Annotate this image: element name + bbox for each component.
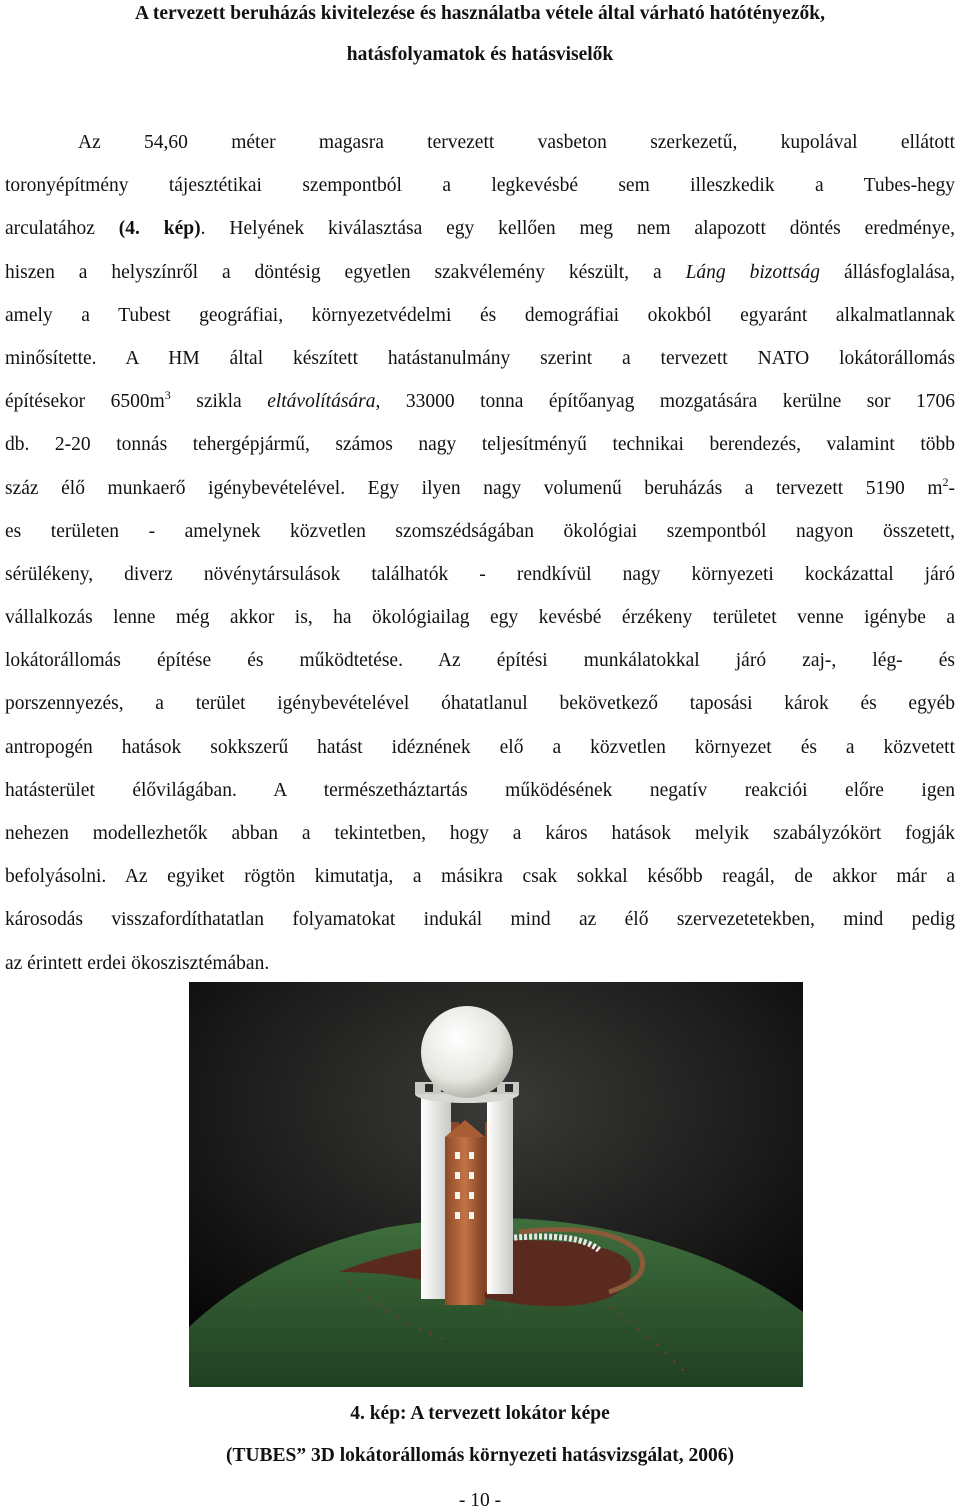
radome — [421, 1006, 513, 1098]
body-paragraph — [5, 121, 955, 985]
emphasis-eltavolitasara: eltávolítására — [267, 391, 376, 413]
paragraph-line: minősítette. A HM által készített hatástanulmány szerint a tervezett NATO lokátorállomás — [5, 347, 955, 369]
paragraph-line: nehezen modellezhetők abban a tekintetben, hogy a káros hatások melyik szabályzókört fogják — [5, 823, 955, 844]
paragraph-line: amely a Tubest geográfiai, környezetvédelmi és demográfiai okokból egyaránt alkalmatlannak — [5, 304, 955, 326]
paragraph-line: vállalkozás lenne még akkor is, ha ökológiailag egy kevésbé érzékeny területet venne igénybe a — [5, 607, 955, 629]
paragraph-line: építésekor $6500m^3$ szikla eltávolítására, 33000 tonna építőanyag mozgatására kerülne sor 1706 — [5, 388, 955, 413]
paragraph-line: sérülékeny, diverz növénytársulások találhatók - rendkívül nagy környezeti kockázattal járó — [5, 563, 955, 585]
paragraph-line: arculatához (4. kép). Helyének kiválasztása egy kellően meg nem alapozott döntés eredménye, — [5, 218, 955, 240]
stair-tower — [445, 1137, 485, 1305]
figure-caption-title: 4. kép: A tervezett lokátor képe — [350, 1403, 610, 1424]
paragraph-line: antropogén hatások sokkszerű hatást idéznének elő a közvetlen környezet és a közvetett — [5, 736, 955, 758]
paragraph-line: Az 54,60 méter magasra tervezett vasbeton szerkezetű, kupolával ellátott — [78, 132, 955, 153]
paragraph-line: porszennyezés, a terület igénybevételével óhatatlanul bekövetkező taposási károk és egyéb — [5, 693, 955, 715]
paragraph-line: hatásterület élővilágában. A természetháztartás működésének negatív reakciói előre igen — [5, 779, 955, 801]
paragraph-line: károsodás visszafordíthatatlan folyamatokat indukál mind az élő szervezetetekben, mind pedig — [5, 909, 955, 931]
paragraph-line: száz élő munkaerő igénybevételével. Egy ilyen nagy volumenű beruházás a tervezett 5190 $m^2-$ — [5, 474, 955, 499]
section-heading-line1: A tervezett beruházás kivitelezése és használatba vétele által várható hatótényezők, — [135, 3, 825, 24]
radar-tower-rendering — [189, 982, 803, 1387]
paragraph-line: db. 2-20 tonnás tehergépjármű, számos nagy teljesítményű technikai berendezés, valamint több — [5, 434, 955, 456]
figure-caption-source: (TUBES” 3D lokátorállomás környezeti hatásvizsgálat, 2006) — [225, 1445, 735, 1466]
page-number: - 10 - — [458, 1490, 502, 1511]
paragraph-line: befolyásolni. Az egyiket rögtön kimutatja, a másikra csak sokkal később reagál, de akkor már a — [5, 866, 955, 888]
paragraph-line: az érintett erdei ökoszisztémában. — [5, 952, 270, 974]
paragraph-line: es területen - amelynek közvetlen szomszédságában ökológiai szempontból nagyon összetett, — [5, 520, 955, 542]
white-shaft-right — [487, 1094, 513, 1294]
emphasis-lang-bizottsag: Láng bizottság — [685, 261, 821, 283]
paragraph-line: lokátorállomás építése és működtetése. Az építési munkálatokkal járó zaj-, lég- és — [5, 650, 955, 672]
paragraph-line: toronyépítmény tájesztétikai szempontból a legkevésbé sem illeszkedik a Tubes-hegy — [5, 175, 955, 197]
figure-reference: (4. kép) — [118, 218, 201, 240]
section-heading-line2: hatásfolyamatok és hatásviselők — [346, 44, 614, 65]
paragraph-line: hiszen a helyszínről a döntésig egyetlen szakvélemény készült, a Láng bizottság állásfoglalása, — [5, 261, 955, 283]
